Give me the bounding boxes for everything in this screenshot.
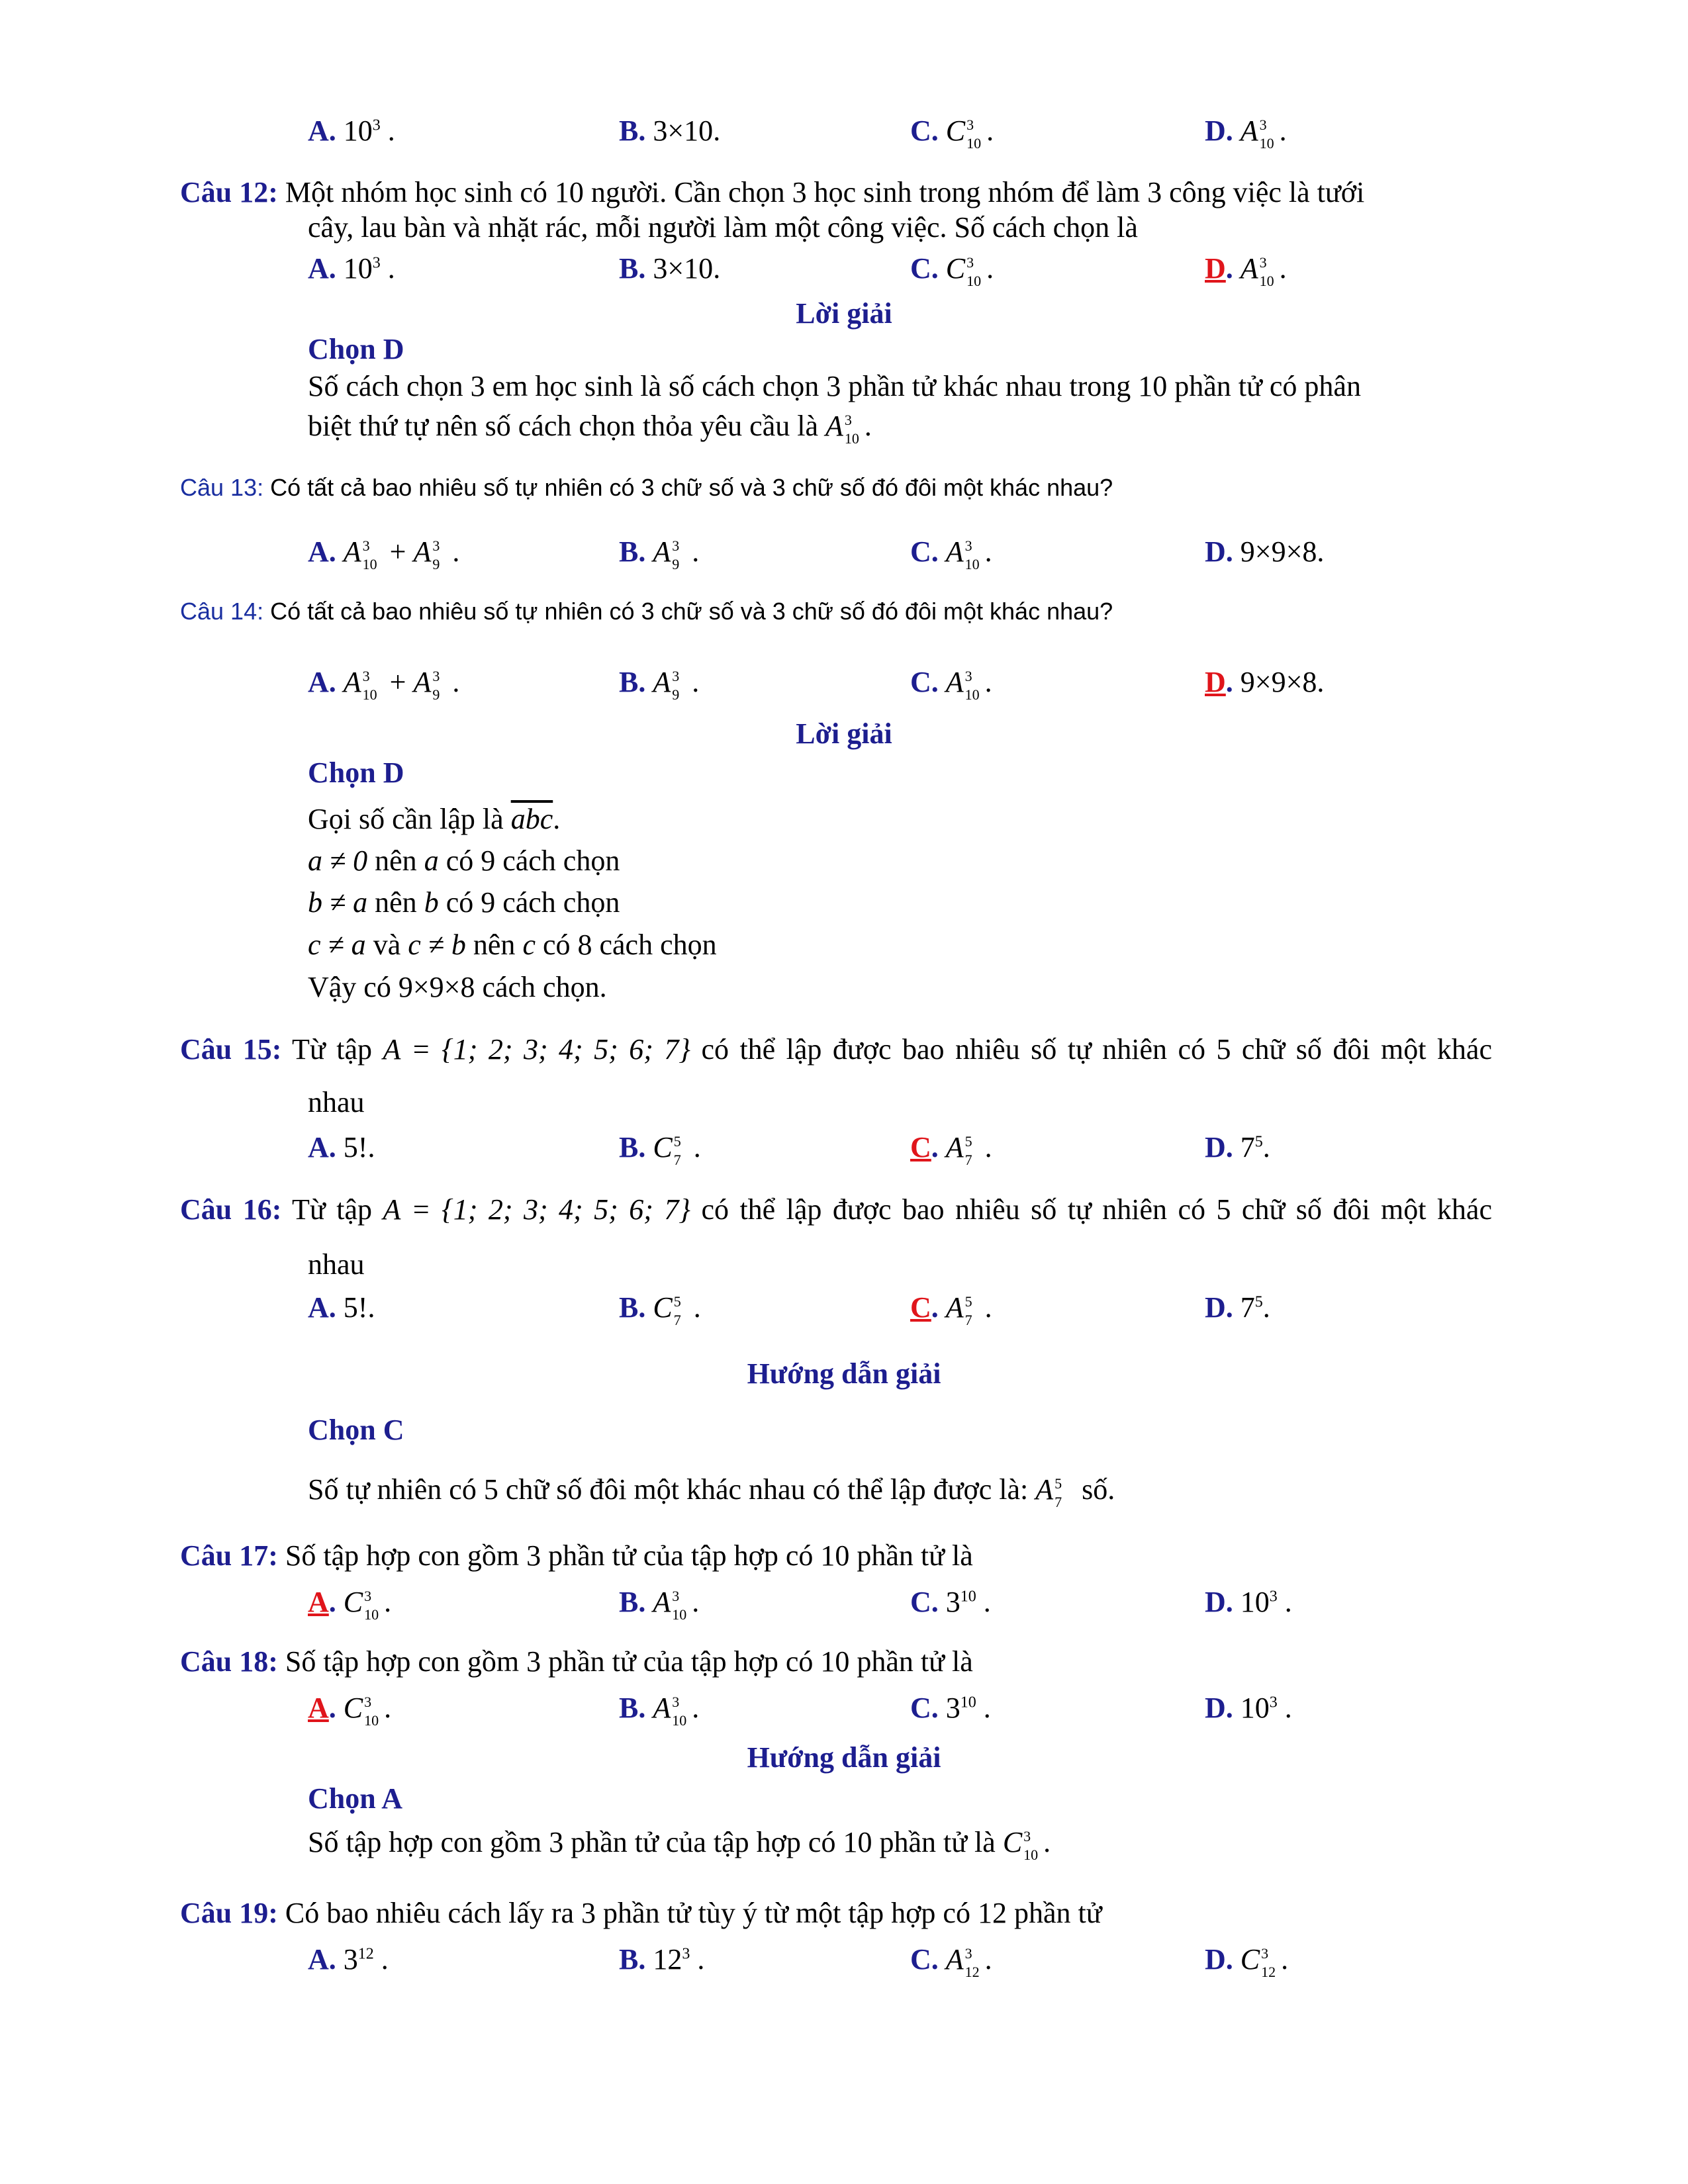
q12-solution-line2: biệt thứ tự nên số cách chọn thỏa yêu cầu là A 3 10 . <box>308 410 872 447</box>
q12-solution-line1: Số cách chọn 3 em học sinh là số cách chọn 3 phần tử khác nhau trong 10 phần tử có phân <box>308 370 1361 402</box>
q12-option-d: D. A 3 10 . <box>1205 252 1287 289</box>
q19-option-c: C. A 3 12 . <box>910 1943 992 1980</box>
q14-option-c: C. A 3 10 . <box>910 666 992 703</box>
q13-option-c: C. A 3 10 . <box>910 535 992 572</box>
q17-option-c: C. $3^{10}$ . <box>910 1586 991 1618</box>
q14-option-d: D. 9×9×8. <box>1205 666 1325 698</box>
q19-option-d: D. C 3 12 . <box>1205 1943 1289 1980</box>
q18-option-c: C. $3^{10}$ . <box>910 1692 991 1724</box>
q17-option-d: D. $10^3$ . <box>1205 1586 1292 1618</box>
q18-option-b: B. A 3 10 . <box>619 1692 700 1729</box>
q14-solution-title: Lời giải <box>796 717 892 750</box>
q18-option-d: D. $10^3$ . <box>1205 1692 1292 1724</box>
q14-solution-line3: b ≠ a nên b có 9 cách chọn <box>308 886 620 919</box>
q14-solution-line4: c ≠ a và c ≠ b nên c có 8 cách chọn <box>308 929 717 961</box>
q12-question: Câu 12: Một nhóm học sinh có 10 người. Cần chọn 3 học sinh trong nhóm để làm 3 công việc là tưới <box>180 176 1365 208</box>
q16-option-c: C. A 5 7 . <box>910 1291 992 1328</box>
q16-option-d: D. $7^5$. <box>1205 1291 1270 1324</box>
q15-question-line2: nhau <box>308 1086 365 1118</box>
q14-choose: Chọn D <box>308 756 404 789</box>
q18-question: Câu 18: Số tập hợp con gồm 3 phần tử của tập hợp có 10 phần tử là <box>180 1645 973 1678</box>
q11-option-c: C. C 3 10 . <box>910 114 994 152</box>
q18-choose: Chọn A <box>308 1782 403 1815</box>
q13-option-b: B. A 3 9 . <box>619 535 700 572</box>
q16-solution-line1: Số tự nhiên có 5 chữ số đôi một khác nhau có thể lập được là: A 5 7 số. <box>308 1473 1115 1510</box>
q16-question: Câu 16: Từ tập A = {1; 2; 3; 4; 5; 6; 7} có thể lập được bao nhiêu số tự nhiên có 5 chữ số đôi một khác <box>180 1193 1492 1226</box>
q12-question-line2: cây, lau bàn và nhặt rác, mỗi người làm một công việc. Số cách chọn là <box>308 211 1138 244</box>
q15-option-d: D. $7^5$. <box>1205 1131 1270 1163</box>
q11-option-a: A. $10^3$ . <box>308 114 395 147</box>
q14-solution-line2: a ≠ 0 nên a có 9 cách chọn <box>308 844 620 877</box>
q14-solution-line5: Vậy có 9×9×8 cách chọn. <box>308 971 607 1003</box>
q12-option-a: A. $10^3$ . <box>308 252 395 285</box>
q13-question: Câu 13: Có tất cả bao nhiêu số tự nhiên có 3 chữ số và 3 chữ số đó đôi một khác nhau? <box>180 474 1113 501</box>
q12-choose: Chọn D <box>308 333 404 365</box>
q19-option-a: A. $3^{12}$ . <box>308 1943 389 1976</box>
q14-option-a: A. A 3 10 + A 3 9 . <box>308 666 460 703</box>
q17-option-b: B. A 3 10 . <box>619 1586 700 1623</box>
q18-solution-title: Hướng dẫn giải <box>747 1741 941 1774</box>
q16-solution-title: Hướng dẫn giải <box>747 1357 941 1390</box>
q12-option-b: B. 3×10. <box>619 252 721 285</box>
q14-option-b: B. A 3 9 . <box>619 666 700 703</box>
q14-solution-line1: Gọi số cần lập là $\overline{abc}$. <box>308 803 561 835</box>
q15-question: Câu 15: Từ tập A = {1; 2; 3; 4; 5; 6; 7} có thể lập được bao nhiêu số tự nhiên có 5 chữ số đôi một khác <box>180 1033 1492 1066</box>
q13-option-a: A. A 3 10 + A 3 9 . <box>308 535 460 572</box>
q11-option-d: D. A 3 10 . <box>1205 114 1287 152</box>
q19-question: Câu 19: Có bao nhiêu cách lấy ra 3 phần tử tùy ý từ một tập hợp có 12 phần tử <box>180 1897 1102 1929</box>
q16-choose: Chọn C <box>308 1414 404 1446</box>
q15-option-a: A. 5!. <box>308 1131 375 1163</box>
q15-option-c: C. A 5 7 . <box>910 1131 992 1168</box>
q16-question-line2: nhau <box>308 1248 365 1281</box>
q11-option-b: B. 3×10. <box>619 114 721 147</box>
q18-option-a: A. C 3 10 . <box>308 1692 392 1729</box>
q17-question: Câu 17: Số tập hợp con gồm 3 phần tử của tập hợp có 10 phần tử là <box>180 1539 973 1572</box>
q16-option-b: B. C 5 7 . <box>619 1291 701 1328</box>
q17-option-a: A. C 3 10 . <box>308 1586 392 1623</box>
q19-option-b: B. $12^3$ . <box>619 1943 705 1976</box>
q12-option-c: C. C 3 10 . <box>910 252 994 289</box>
q16-option-a: A. 5!. <box>308 1291 375 1324</box>
q14-question: Câu 14: Có tất cả bao nhiêu số tự nhiên có 3 chữ số và 3 chữ số đó đôi một khác nhau? <box>180 598 1113 625</box>
q12-solution-title: Lời giải <box>796 297 892 330</box>
q15-option-b: B. C 5 7 . <box>619 1131 701 1168</box>
q18-solution-line1: Số tập hợp con gồm 3 phần tử của tập hợp có 10 phần tử là C 3 10 . <box>308 1826 1051 1863</box>
q13-option-d: D. 9×9×8. <box>1205 535 1325 568</box>
